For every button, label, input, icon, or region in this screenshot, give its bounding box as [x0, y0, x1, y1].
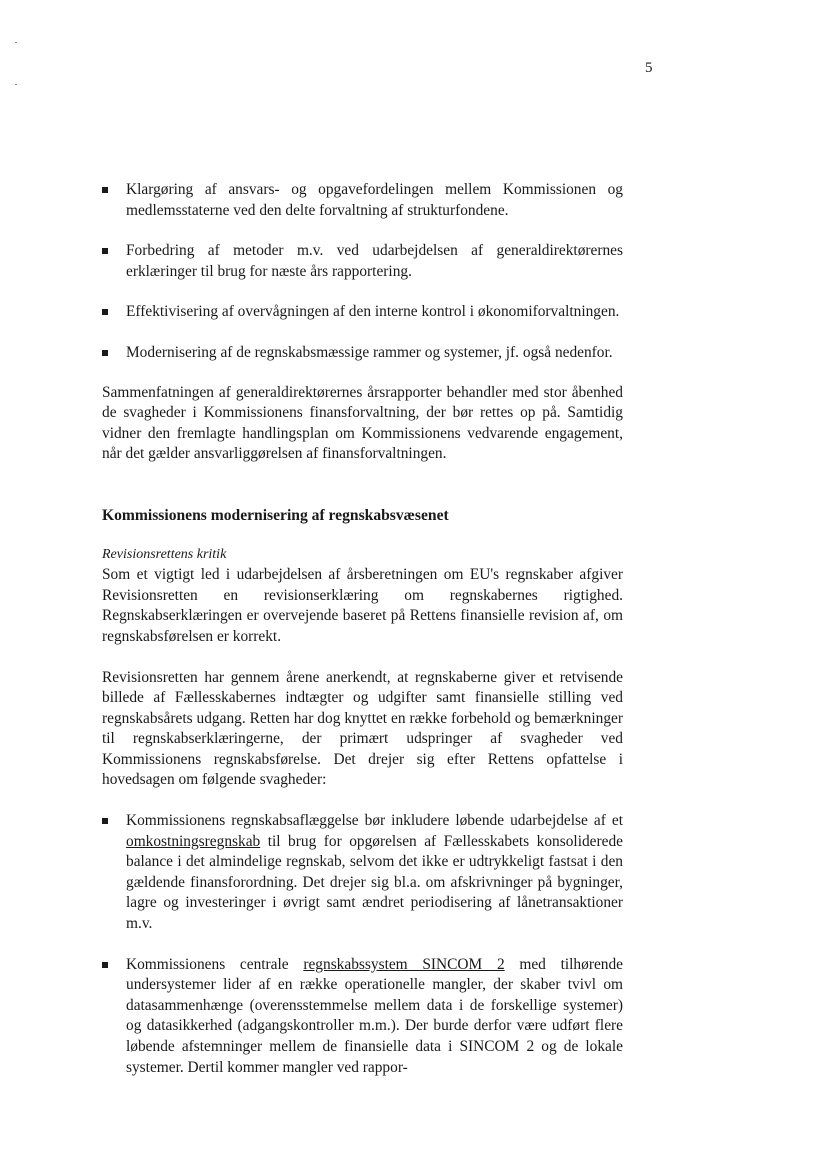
- underlined-term: regnskabssystem SINCOM 2: [303, 955, 505, 973]
- summary-paragraph: Sammenfatningen af generaldirektørernes årsrapporter behandler med stor åbenhed de svagheder i Kommissionens finansforvaltning, der bør rettes op på. Samtidig vidner den fremlagte handlingsplan om Kommissionens vedvarende engagement, når det gælder ansvarliggørelsen af finansforvaltningen.: [102, 383, 623, 463]
- page-number: 5: [645, 60, 653, 76]
- paragraph: Som et vigtigt led i udarbejdelsen af årsberetningen om EU's regnskaber afgiver Revisionsretten en revisionserklæring om regnskabernes rigtighed. Regnskabserklæringen er overvejende baseret på Rettens finansielle revision af, om regnskabsførelsen er korrekt.: [102, 566, 623, 645]
- underlined-term: omkostningsregnskab: [126, 832, 261, 850]
- bottom-bullet-list: [102, 811, 623, 1078]
- scan-artifact: [15, 84, 17, 85]
- list-item: Forbedring af metoder m.v. ved udarbejdelsen af generaldirektørernes erklæringer til brug for næste års rapportering.: [102, 241, 623, 282]
- list-item: Modernisering af de regnskabsmæssige rammer og systemer, jf. også nedenfor.: [102, 343, 623, 364]
- document-body: [102, 180, 623, 1078]
- scan-artifact: [15, 42, 17, 43]
- paragraph: Revisionsretten har gennem årene anerkendt, at regnskaberne giver et retvisende billede af Fællesskabernes indtægter og udgifter samt finansielle stilling ved regnskabsårets udgang. Retten har dog knyttet en række forbehold og bemærkninger til regnskabserklæringerne, der primært udspringer af svagheder ved Kommissionens regnskabsførelse. Det drejer sig efter Rettens opfattelse i hovedsagen om følgende svagheder:: [102, 668, 623, 789]
- section-heading: Kommissionens modernisering af regnskabsvæsenet: [102, 506, 449, 524]
- list-item: Kommissionens centrale regnskabssystem SINCOM 2 med tilhørende undersystemer lider af en række operationelle mangler, der skaber tvivl om datasammenhænge (overensstemmelse mellem data i de forskellige systemer) og datasikkerhed (adgangskontroller m.m.). Der burde derfor være udført flere løbende afstemninger mellem de finansielle data i SINCOM 2 og de lokale systemer. Dertil kommer mangler ved rappor-: [102, 955, 623, 1079]
- subheading: Revisionsrettens kritik: [102, 546, 227, 562]
- top-bullet-list: [102, 180, 623, 364]
- list-item: Kommissionens regnskabsaflæggelse bør inkludere løbende udarbejdelse af et omkostningsregnskab til brug for opgørelsen af Fællesskabets konsoliderede balance i det almindelige regnskab, selvom det ikke er udtrykkeligt fastsat i den gældende finansforordning. Det drejer sig bl.a. om afskrivninger på bygninger, lagre og investeringer i øvrigt samt ændret periodisering af lånetransaktioner m.v.: [102, 811, 623, 935]
- list-item: Klargøring af ansvars- og opgavefordelingen mellem Kommissionen og medlemsstaterne ved den delte forvaltning af strukturfondene.: [102, 180, 623, 221]
- list-item: Effektivisering af overvågningen af den interne kontrol i økonomiforvaltningen.: [102, 302, 623, 323]
